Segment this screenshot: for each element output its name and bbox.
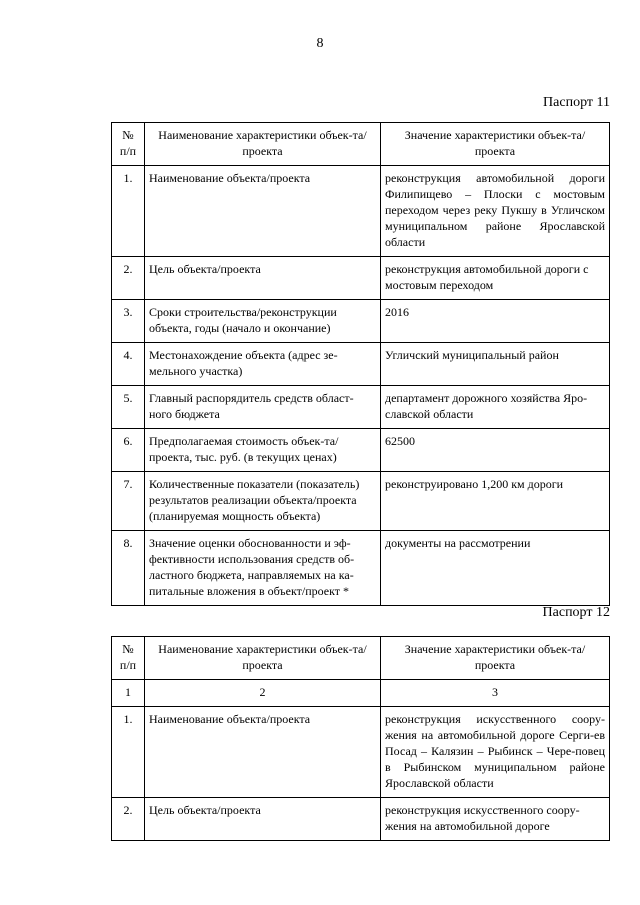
row-num: 4. <box>112 343 145 386</box>
row-name: Местонахождение объекта (адрес зе-мельного участка) <box>145 343 381 386</box>
passport-12-title: Паспорт 12 <box>542 605 610 620</box>
row-value: реконструкция искусственного соору-жения на автомобильной дороге <box>381 798 610 841</box>
row-name: Наименование объекта/проекта <box>145 707 381 798</box>
table-row <box>112 798 610 841</box>
row-num: 1. <box>112 707 145 798</box>
table-row <box>112 300 610 343</box>
row-num: 3. <box>112 300 145 343</box>
row-name: Количественные показатели (показатель) результатов реализации объекта/проекта (планируемая мощность объекта) <box>145 472 381 531</box>
passport-12-table <box>111 636 610 841</box>
passport-11-table <box>111 122 610 606</box>
row-name: Наименование объекта/проекта <box>145 166 381 257</box>
row-name: Цель объекта/проекта <box>145 257 381 300</box>
column-index: 1 <box>112 680 145 707</box>
row-value: Угличский муниципальный район <box>381 343 610 386</box>
row-value: реконструкция автомобильной дороги с мостовым переходом <box>381 257 610 300</box>
table-row <box>112 531 610 606</box>
row-value: реконструировано 1,200 км дороги <box>381 472 610 531</box>
row-num: 8. <box>112 531 145 606</box>
header-num: № п/п <box>112 123 145 166</box>
row-num: 2. <box>112 798 145 841</box>
header-value: Значение характеристики объек-та/проекта <box>381 123 610 166</box>
column-index: 2 <box>145 680 381 707</box>
table-header-row <box>112 637 610 680</box>
table-row <box>112 257 610 300</box>
column-index: 3 <box>381 680 610 707</box>
row-value: департамент дорожного хозяйства Яро-славской области <box>381 386 610 429</box>
row-value: реконструкция искусственного соору-жения на автомобильной дороге Серги-ев Посад – Калязин – Рыбинск – Чере-повец в Рыбинском муниципальном районе Ярославской области <box>381 707 610 798</box>
column-index-row <box>112 680 610 707</box>
row-value: документы на рассмотрении <box>381 531 610 606</box>
row-num: 5. <box>112 386 145 429</box>
header-characteristic: Наименование характеристики объек-та/проекта <box>145 123 381 166</box>
table-header-row <box>112 123 610 166</box>
header-num: № п/п <box>112 637 145 680</box>
table-row <box>112 343 610 386</box>
table-row <box>112 166 610 257</box>
row-name: Значение оценки обоснованности и эф-фективности использования средств об-ластного бюджета, направляемых на ка-питальные вложения в объект/проект * <box>145 531 381 606</box>
row-value: 62500 <box>381 429 610 472</box>
row-num: 1. <box>112 166 145 257</box>
header-characteristic: Наименование характеристики объек-та/проекта <box>145 637 381 680</box>
table-row <box>112 472 610 531</box>
row-num: 7. <box>112 472 145 531</box>
row-name: Сроки строительства/реконструкции объекта, годы (начало и окончание) <box>145 300 381 343</box>
row-value: 2016 <box>381 300 610 343</box>
table-row <box>112 429 610 472</box>
passport-11-title: Паспорт 11 <box>543 95 610 110</box>
row-num: 6. <box>112 429 145 472</box>
page-number: 8 <box>316 36 324 51</box>
table-row <box>112 386 610 429</box>
table-row <box>112 707 610 798</box>
header-value: Значение характеристики объек-та/проекта <box>381 637 610 680</box>
row-name: Главный распорядитель средств област-ного бюджета <box>145 386 381 429</box>
row-num: 2. <box>112 257 145 300</box>
row-value: реконструкция автомобильной дороги Филипищево – Плоски с мостовым переходом через реку Пукшу в Угличском муниципальном районе Ярославской области <box>381 166 610 257</box>
row-name: Предполагаемая стоимость объек-та/проекта, тыс. руб. (в текущих ценах) <box>145 429 381 472</box>
row-name: Цель объекта/проекта <box>145 798 381 841</box>
